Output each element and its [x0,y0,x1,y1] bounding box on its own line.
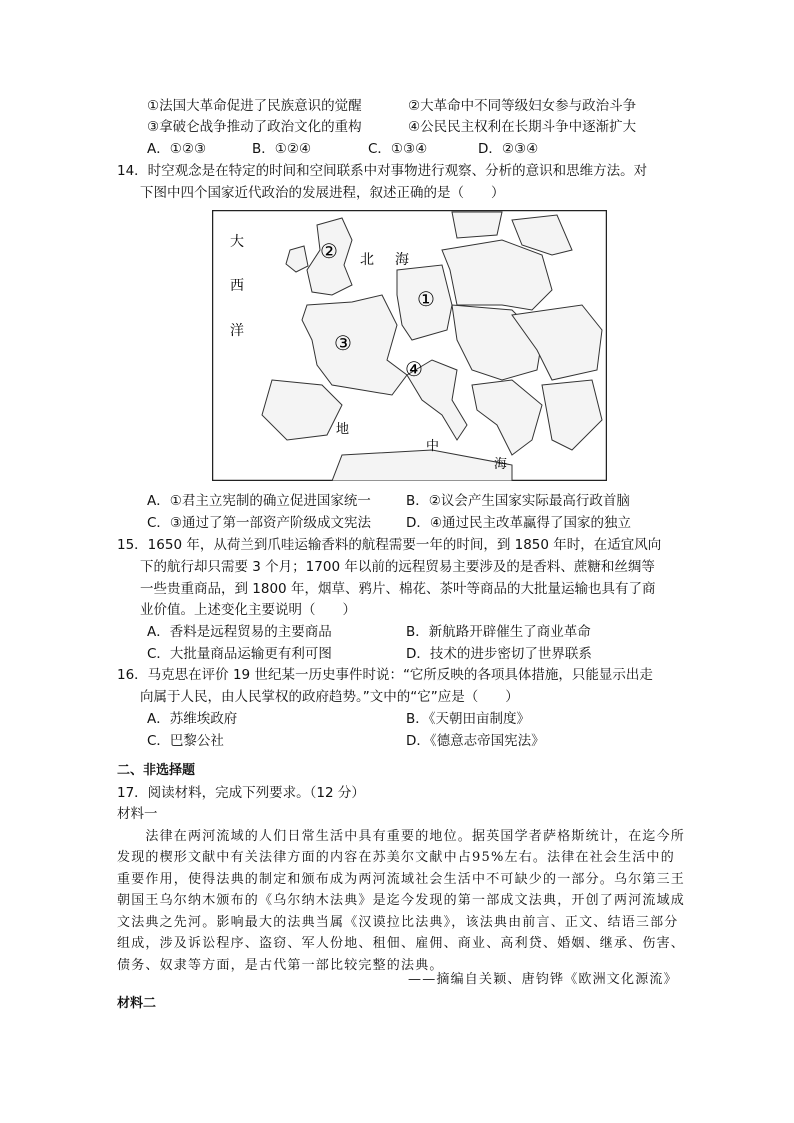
map-label-hai: 海 [395,252,409,268]
q16-option-d: D．《德意志帝国宪法》 [406,733,545,749]
q13-option-a: A．①②③ [147,141,207,157]
q13-statement-4: ④公民民主权利在长期斗争中逐渐扩大 [408,119,637,135]
q16-option-c: C．巴黎公社 [147,733,224,749]
material-1-line-4: 朝国王乌尔纳木颁布的《乌尔纳木法典》是迄今发现的第一部成文法典，开创了两河流域成 [117,893,686,908]
map-label-xi: 西 [230,278,244,294]
q13-option-c: C．①③④ [368,141,428,157]
q13-option-d: D．②③④ [478,141,539,157]
map-label-di: 地 [336,422,350,437]
map-label-yang: 洋 [230,323,244,339]
q16-stem-line-2: 向属于人民，由人民掌权的政府趋势。”文中的“它”应是（ ） [140,689,519,705]
q14-option-c: C．③通过了第一部资产阶级成文宪法 [147,515,372,531]
material-1-line-3: 重要作用，使得法典的制定和颁布成为两河流域社会生活中不可缺少的一部分。乌尔第三王 [117,872,686,887]
material-1-line-2: 发现的楔形文献中有关法律方面的内容在苏美尔文献中占95%左右。法律在社会生活中的 [117,850,675,865]
material-1-label: 材料一 [117,806,158,822]
q15-stem-line-3: 一些贵重商品，到 1800 年，烟草、鸦片、棉花、茶叶等商品的大批量运输也具有了商 [140,581,656,597]
q15-option-c: C．大批量商品运输更有利可图 [147,646,332,662]
q15-stem-line-4: 业价值。上述变化主要说明（ ） [140,602,356,618]
q17-stem: 17．阅读材料，完成下列要求。（12 分） [117,785,365,801]
q14-option-b: B．②议会产生国家实际最高行政首脑 [406,493,630,509]
material-1-line-1: 法律在两河流域的人们日常生活中具有重要的地位。据英国学者萨格斯统计，在迄今所 [117,829,686,844]
q13-statement-3: ③拿破仑战争推动了政治文化的重构 [147,119,362,135]
map-marker-2: ② [320,239,338,263]
q16-option-a: A．苏维埃政府 [147,711,238,727]
material-1-line-5: 文法典之先河。影响最大的法典当属《汉谟拉比法典》，该法典由前言、正文、结语三部分 [117,915,679,930]
map-label-bei: 北 [360,252,374,268]
map-label-zhong: 中 [426,439,440,454]
q13-option-b: B．①②④ [252,141,312,157]
q15-option-b: B．新航路开辟催生了商业革命 [406,624,591,640]
map-label-da: 大 [230,234,244,250]
q14-option-a: A．①君主立宪制的确立促进国家统一 [147,493,371,509]
map-label-hai2: 海 [494,457,508,472]
map-drawing [212,210,607,481]
map-marker-4: ④ [405,357,423,381]
europe-map [212,210,607,481]
q15-option-a: A．香料是远程贸易的主要商品 [147,624,332,640]
section-title: 二、非选择题 [117,763,196,778]
q14-stem-line-2: 下图中四个国家近代政治的发展进程，叙述正确的是（ ） [140,185,505,201]
q15-option-d: D．技术的进步密切了世界联系 [406,646,592,662]
material-2-label: 材料二 [117,996,157,1011]
material-1-line-6: 组成，涉及诉讼程序、盗窃、军人份地、租佃、雇佣、商业、高利贷、婚姻、继承、伤害、 [117,936,686,951]
map-marker-1: ① [417,287,435,311]
q14-stem-line-1: 14．时空观念是在特定的时间和空间联系中对事物进行观察、分析的意识和思维方法。对 [117,163,648,179]
map-marker-3: ③ [334,331,352,355]
q16-option-b: B．《天朝田亩制度》 [406,711,531,727]
q15-stem-line-2: 下的航行却只需要 3 个月；1700 年以前的远程贸易主要涉及的是香料、蔗糖和丝绸等 [140,559,655,575]
material-1-line-7: 债务、奴隶等方面，是古代第一部比较完整的法典。 [117,958,444,973]
q14-option-d: D．④通过民主改革赢得了国家的独立 [406,515,631,531]
q16-stem-line-1: 16．马克思在评价 19 世纪某一历史事件时说：“它所反映的各项具体措施，只能显示出走 [117,667,653,683]
material-1-source: ——摘编自关颖、唐钧铧《欧洲文化源流》 [408,972,678,987]
q13-statement-1: ①法国大革命促进了民族意识的觉醒 [147,98,362,114]
q13-statement-2: ②大革命中不同等级妇女参与政治斗争 [408,98,637,114]
q15-stem-line-1: 15．1650 年，从荷兰到爪哇运输香料的航程需要一年的时间，到 1850 年时，在适宜风向 [117,537,662,553]
